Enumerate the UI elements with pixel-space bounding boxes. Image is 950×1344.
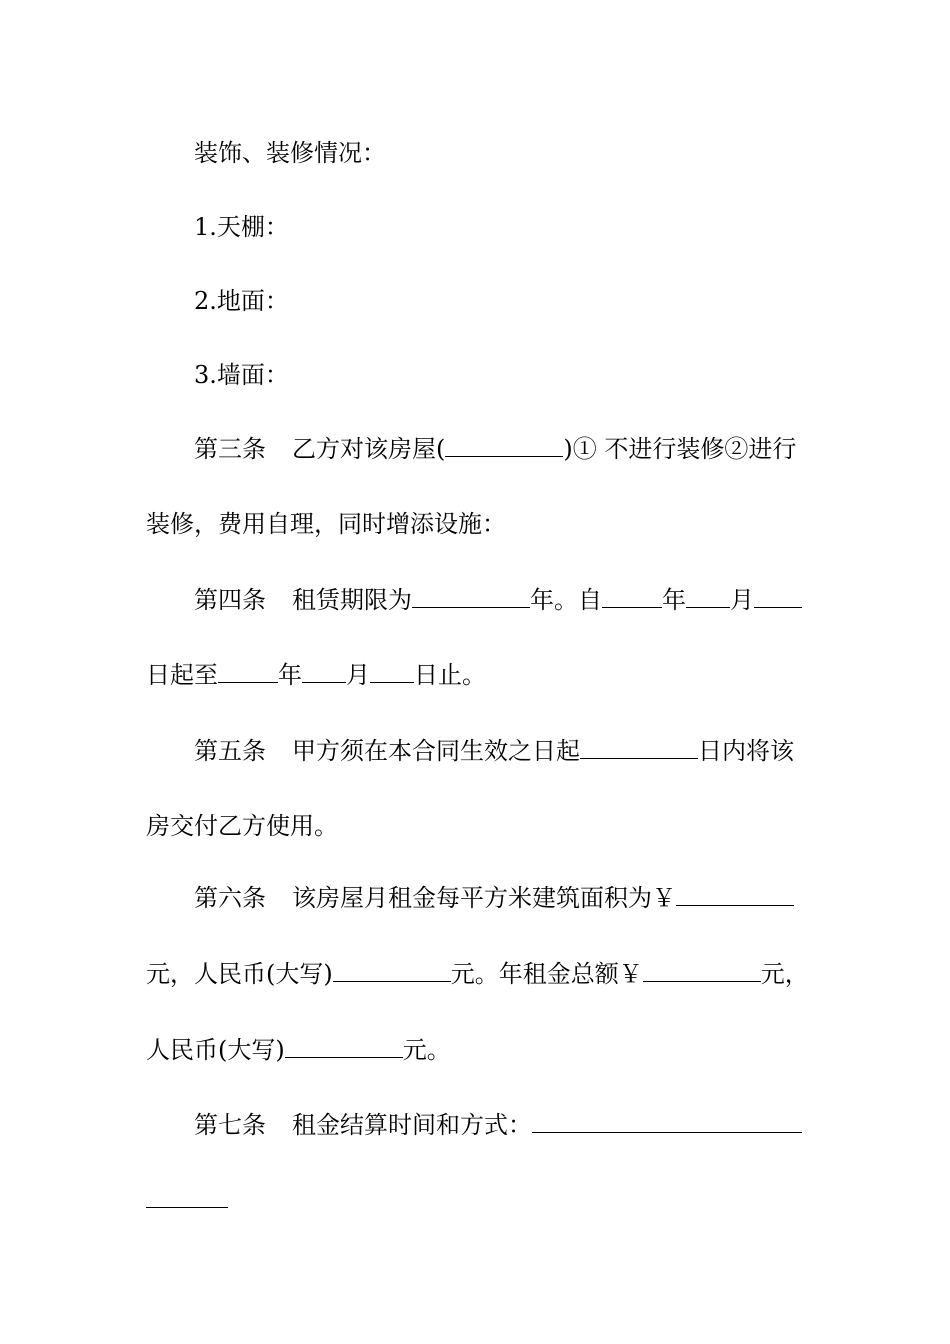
- decoration-item-ceiling: [194, 211, 814, 243]
- article-3-text-1: 乙方对该房屋(: [292, 435, 446, 463]
- start-day-blank[interactable]: [754, 585, 802, 608]
- article-4-text-8: 日止。: [414, 661, 486, 689]
- article-6-text-4: 元，: [760, 960, 809, 988]
- article-3-line-2: [146, 508, 826, 540]
- article-6-line-3: [146, 1034, 826, 1066]
- article-6-line-1: [194, 882, 814, 914]
- article-5-text-3: 房交付乙方使用。: [146, 812, 338, 840]
- annual-rent-words-blank[interactable]: [285, 1035, 403, 1058]
- article-7-line-1: [194, 1109, 814, 1141]
- article-6-label: 第六条: [194, 884, 266, 912]
- article-4-text-3: 年: [662, 586, 686, 614]
- handover-days-blank[interactable]: [580, 736, 698, 759]
- decoration-heading-text: 装饰、装修情况：: [194, 139, 386, 167]
- article-3-text-3: 装修，费用自理，同时增添设施：: [146, 510, 506, 538]
- article-4-label: 第四条: [194, 586, 266, 614]
- end-day-blank[interactable]: [370, 660, 414, 683]
- monthly-rent-per-sqm-blank[interactable]: [676, 883, 794, 906]
- article-4-line-1: [194, 584, 814, 616]
- article-4-text-4: 月: [730, 586, 754, 614]
- monthly-rent-words-blank[interactable]: [333, 959, 451, 982]
- article-3-line-1: [194, 433, 814, 465]
- item-floor-text: 2.地面：: [194, 287, 289, 315]
- article-3-label: 第三条: [194, 435, 266, 463]
- article-7-line-2: [146, 1184, 826, 1216]
- start-year-blank[interactable]: [602, 585, 662, 608]
- rent-settlement-blank[interactable]: [532, 1110, 802, 1133]
- article-6-text-3: 元。年租金总额￥: [450, 960, 643, 988]
- item-ceiling-text: 1.天棚：: [194, 213, 289, 241]
- article-4-text-2: 年。自: [530, 586, 602, 614]
- article-4-text-7: 月: [346, 661, 370, 689]
- rent-settlement-blank-continued[interactable]: [146, 1185, 228, 1208]
- article-4-text-1: 租赁期限为: [292, 586, 412, 614]
- decoration-heading: [194, 137, 814, 169]
- article-6-text-6: 元。: [402, 1036, 451, 1064]
- article-6-line-2: [146, 958, 826, 990]
- decoration-item-wall: [194, 359, 814, 391]
- end-year-blank[interactable]: [218, 660, 278, 683]
- article-4-text-5: 日起至: [146, 661, 218, 689]
- article-5-line-1: [194, 735, 814, 767]
- article-4-text-6: 年: [278, 661, 302, 689]
- article-5-label: 第五条: [194, 737, 266, 765]
- start-month-blank[interactable]: [686, 585, 730, 608]
- article-6-text-2: 元，人民币(大写): [146, 960, 333, 988]
- article-5-text-2: 日内将该: [698, 737, 794, 765]
- renovation-choice-blank[interactable]: [445, 434, 563, 457]
- article-5-text-1: 甲方须在本合同生效之日起: [292, 737, 580, 765]
- lease-years-blank[interactable]: [412, 585, 530, 608]
- item-wall-text: 3.墙面：: [194, 361, 289, 389]
- end-month-blank[interactable]: [302, 660, 346, 683]
- article-7-label: 第七条: [194, 1111, 266, 1139]
- article-4-line-2: [146, 659, 826, 691]
- article-7-text-1: 租金结算时间和方式：: [292, 1111, 532, 1139]
- article-6-text-1: 该房屋月租金每平方米建筑面积为￥: [292, 884, 676, 912]
- article-6-text-5: 人民币(大写): [146, 1036, 285, 1064]
- article-3-text-2: )① 不进行装修②进行: [563, 435, 797, 463]
- decoration-item-floor: [194, 285, 814, 317]
- article-5-line-2: [146, 810, 826, 842]
- annual-rent-blank[interactable]: [643, 959, 761, 982]
